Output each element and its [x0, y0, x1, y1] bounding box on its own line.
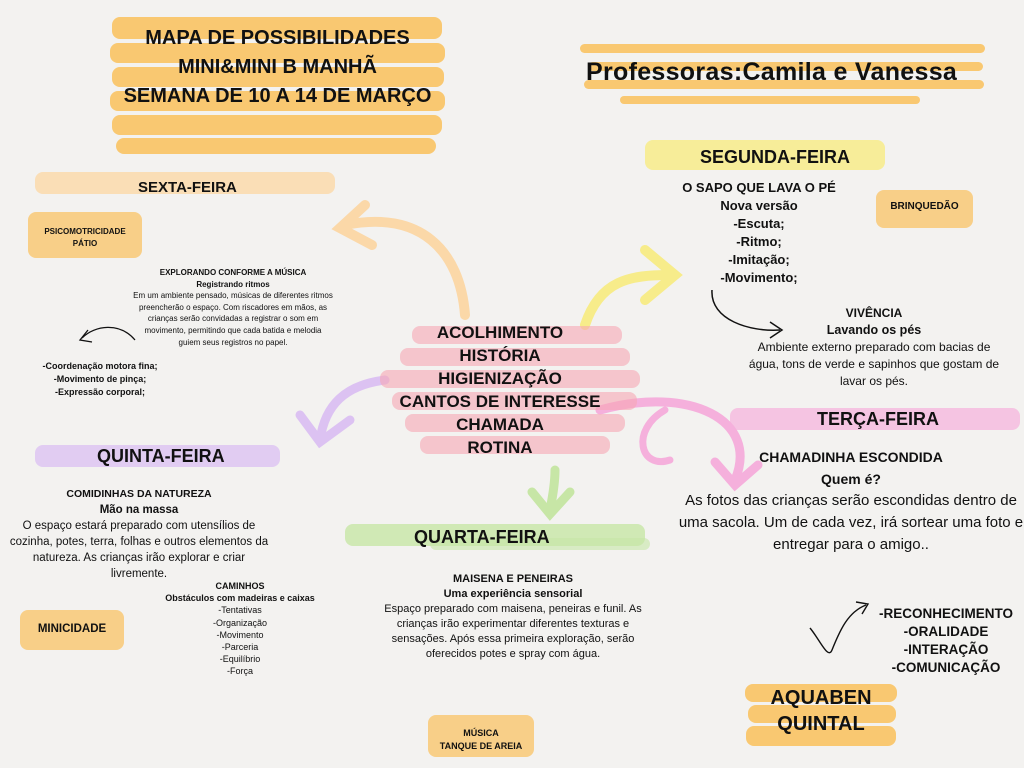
title-line-2: MINI&MINI B MANHÃ [178, 56, 377, 78]
quarta-block [373, 572, 653, 662]
caminhos-item: -Parceria [221, 642, 259, 653]
center-routine [380, 321, 620, 459]
aquaben-line: AQUABEN [770, 687, 872, 709]
arrow-to-quarta [550, 470, 555, 510]
quinta-text: O espaço estará preparado com utensílios de cozinha, potes, terra, folhas e outros elementos da natureza. As crianças irão explorar e criar livremente. [9, 520, 269, 580]
center-item: HIGIENIZAÇÃO [438, 369, 562, 388]
terca-text: As fotos das crianças serão escondidas dentro de uma sacola. Um de cada vez, irá sortear uma foto e entregar para o amigo.. [678, 492, 1024, 553]
quinta-title: QUINTA-FEIRA [97, 446, 225, 466]
title-line-3: SEMANA DE 10 A 14 DE MARÇO [123, 85, 432, 107]
aquaben-line: QUINTAL [777, 713, 865, 735]
terca-activity: CHAMADINHA ESCONDIDA [759, 449, 943, 465]
arrow-sexta-skills [82, 327, 135, 340]
teachers-name: Professoras:Camila e Vanessa [586, 58, 958, 86]
arrow-to-sexta [345, 222, 465, 315]
center-item: ACOLHIMENTO [436, 323, 564, 342]
quinta-activity: COMIDINHAS DA NATUREZA [66, 488, 212, 500]
sexta-activity: EXPLORANDO CONFORME A MÚSICA [159, 268, 307, 277]
sexta-skill: -Expressão corporal; [54, 387, 146, 397]
segunda-skill: -Escuta; [733, 216, 785, 231]
arrow-to-quarta-head [532, 492, 570, 514]
musica-tag [428, 727, 534, 753]
segunda-activity: O SAPO QUE LAVA O PÉ [682, 180, 836, 195]
sexta-subtitle: Registrando ritmos [196, 279, 270, 289]
teachers-stripe-1 [580, 44, 985, 53]
center-item: CHAMADA [456, 415, 544, 434]
vivencia-text: Ambiente externo preparado com bacias de água, tons de verde e sapinhos que gostam de lavar os pés. [748, 340, 1000, 388]
aquaben-tag [745, 685, 897, 737]
segunda-vivencia [745, 305, 1003, 390]
arrow-to-quinta-head [300, 415, 350, 442]
psico-line: PÁTIO [72, 239, 98, 248]
vivencia-label: VIVÊNCIA [845, 306, 903, 320]
terca-skill: -ORALIDADE [903, 624, 989, 639]
caminhos-item: -Movimento [216, 629, 264, 640]
sexta-skills [30, 360, 170, 399]
sexta-skill: -Movimento de pinça; [53, 374, 147, 384]
sexta-block [133, 267, 333, 348]
psico-line: PSICOMOTRICIDADE [44, 227, 126, 236]
musica-line: TANQUE DE AREIA [439, 741, 523, 751]
terca-question: Quem é? [821, 471, 881, 487]
terca-skills [870, 605, 1022, 677]
center-item: HISTÓRIA [459, 346, 541, 365]
terca-skill: -INTERAÇÃO [903, 642, 989, 657]
caminhos-subtitle: Obstáculos com madeiras e caixas [165, 593, 315, 604]
segunda-skill: -Movimento; [720, 270, 798, 285]
sexta-text: Em um ambiente pensado, músicas de diferentes ritmos preencherão o espaço. Com riscadores em mãos, as crianças serão convidadas a registrar o som em movimento, permitindo que cada batida e melodia guiem seus registros no papel. [133, 291, 333, 347]
center-item: CANTOS DE INTERESSE [399, 392, 601, 411]
teachers-stripe-4 [620, 96, 920, 104]
terca-skill: -RECONHECIMENTO [878, 606, 1013, 621]
caminhos-item: -Força [226, 666, 253, 677]
musica-line: MÚSICA [463, 728, 499, 738]
psico-tag [28, 226, 142, 250]
brinquedao-tag: BRINQUEDÃO [890, 201, 959, 212]
caminhos-title: CAMINHOS [215, 581, 265, 591]
vivencia-title: Lavando os pés [826, 323, 922, 337]
title-stripe-6 [116, 138, 436, 154]
terca-block [672, 446, 1024, 556]
quarta-subtitle: Uma experiência sensorial [443, 588, 583, 600]
terca-title: TERÇA-FEIRA [817, 409, 939, 429]
terca-skill: -COMUNICAÇÃO [891, 660, 1001, 675]
arrow-terca-skills [810, 605, 866, 653]
arrow-sexta-skills-head [80, 330, 92, 342]
page-title [105, 24, 450, 111]
arrow-to-segunda [585, 275, 670, 325]
caminhos-item: -Equilíbrio [219, 654, 261, 665]
caminhos-item: -Tentativas [218, 605, 262, 616]
minicidade-tag: MINICIDADE [37, 623, 107, 635]
title-stripe-5 [112, 115, 442, 135]
sexta-title: SEXTA-FEIRA [138, 179, 237, 196]
arrow-to-sexta-head [340, 205, 372, 245]
arrow-terca-skills-head [856, 602, 868, 614]
quinta-subtitle: Mão na massa [99, 504, 179, 516]
quarta-title: QUARTA-FEIRA [414, 527, 550, 547]
center-item: ROTINA [467, 438, 533, 457]
quarta-text: Espaço preparado com maisena, peneiras e funil. As crianças irão experimentar diferentes texturas e sensações. Após essa primeira exploração, serão oferecidos potes e spray com água. [384, 603, 642, 660]
arrow-to-quinta [320, 380, 385, 440]
segunda-subtitle: Nova versão [720, 198, 798, 213]
caminhos-block [160, 580, 320, 678]
segunda-title: SEGUNDA-FEIRA [700, 147, 851, 167]
title-line-1: MAPA DE POSSIBILIDADES [145, 27, 410, 49]
arrow-to-terca-loop [643, 410, 670, 462]
sexta-skill: -Coordenação motora fina; [42, 361, 158, 371]
quarta-activity: MAISENA E PENEIRAS [452, 573, 573, 585]
quinta-block [8, 486, 270, 582]
segunda-skill: -Imitação; [728, 252, 790, 267]
segunda-activity-block [668, 179, 850, 287]
segunda-skill: -Ritmo; [736, 234, 782, 249]
caminhos-item: -Organização [212, 617, 268, 628]
